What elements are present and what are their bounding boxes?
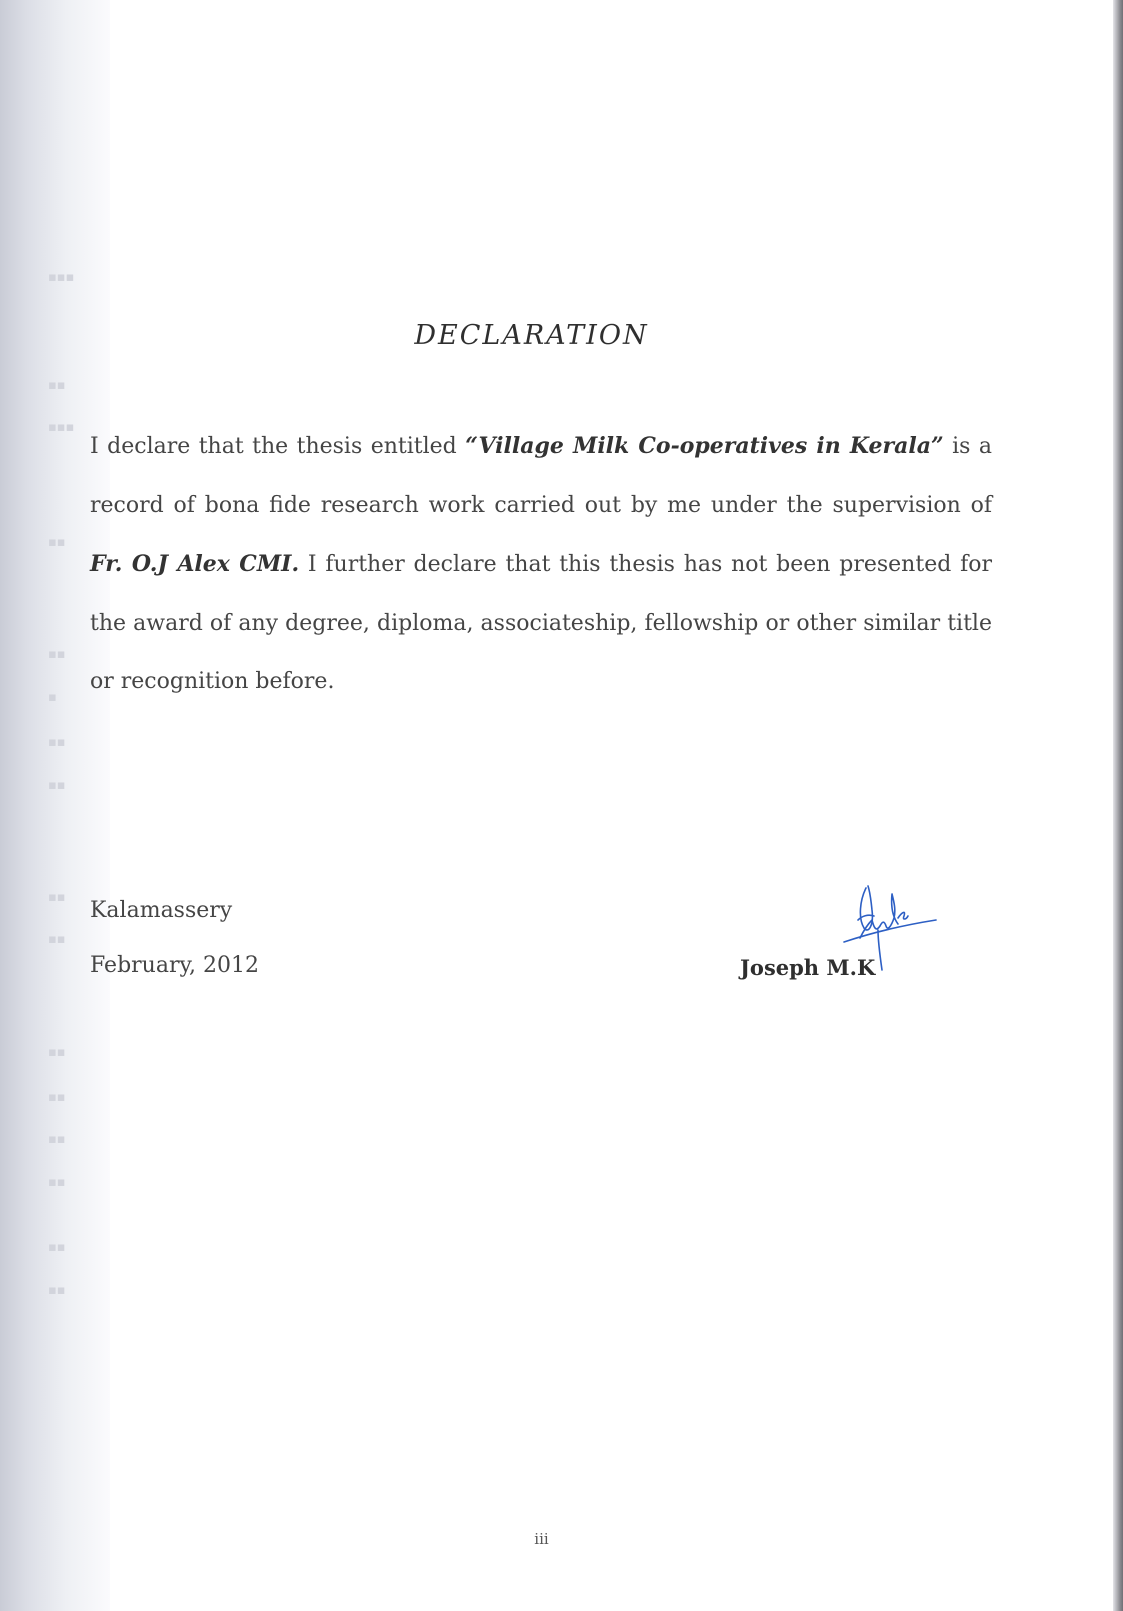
bleed-through-mark: ▪▪: [48, 647, 66, 662]
bleed-through-mark: ▪▪: [48, 735, 66, 750]
thesis-title: “Village Milk Co-operatives in Kerala”: [465, 433, 944, 459]
bleed-through-mark: ▪▪: [48, 1132, 66, 1147]
bleed-through-mark: ▪▪: [48, 1240, 66, 1255]
bleed-through-mark: ▪▪: [48, 890, 66, 905]
declaration-text-part3: I further declare that this thesis has not been presented for the award of any degree, diploma, associateship, fellowship or other similar title or recognition before.: [90, 552, 992, 694]
bleed-through-mark: ▪▪: [48, 778, 66, 793]
bleed-through-mark: ▪▪▪: [48, 270, 75, 285]
bleed-through-mark: ▪▪: [48, 1175, 66, 1190]
scan-edge-right: [1113, 0, 1123, 1611]
place: Kalamassery: [90, 898, 233, 923]
page-title: DECLARATION: [414, 320, 649, 351]
bleed-through-mark: ▪▪: [48, 1283, 66, 1298]
page-number: iii: [534, 1530, 549, 1548]
declaration-text-part2: is a record of bona fide research work carried out by me under the supervision of: [90, 434, 992, 518]
bleed-through-mark: ▪▪: [48, 378, 66, 393]
bleed-through-mark: ▪▪: [48, 1090, 66, 1105]
date: February, 2012: [90, 953, 259, 978]
bleed-through-mark: ▪▪▪: [48, 420, 75, 435]
signer-name: Joseph M.K: [740, 955, 876, 980]
bleed-through-mark: ▪▪: [48, 535, 66, 550]
scan-shadow-left: [0, 0, 110, 1611]
bleed-through-mark: ▪▪: [48, 932, 66, 947]
declaration-text-part1: I declare that the thesis entitled: [90, 434, 466, 459]
bleed-through-mark: ▪: [48, 690, 57, 705]
bleed-through-mark: ▪▪: [48, 1045, 66, 1060]
supervisor-name: Fr. O.J Alex CMI.: [90, 551, 300, 577]
declaration-paragraph: [90, 417, 992, 712]
